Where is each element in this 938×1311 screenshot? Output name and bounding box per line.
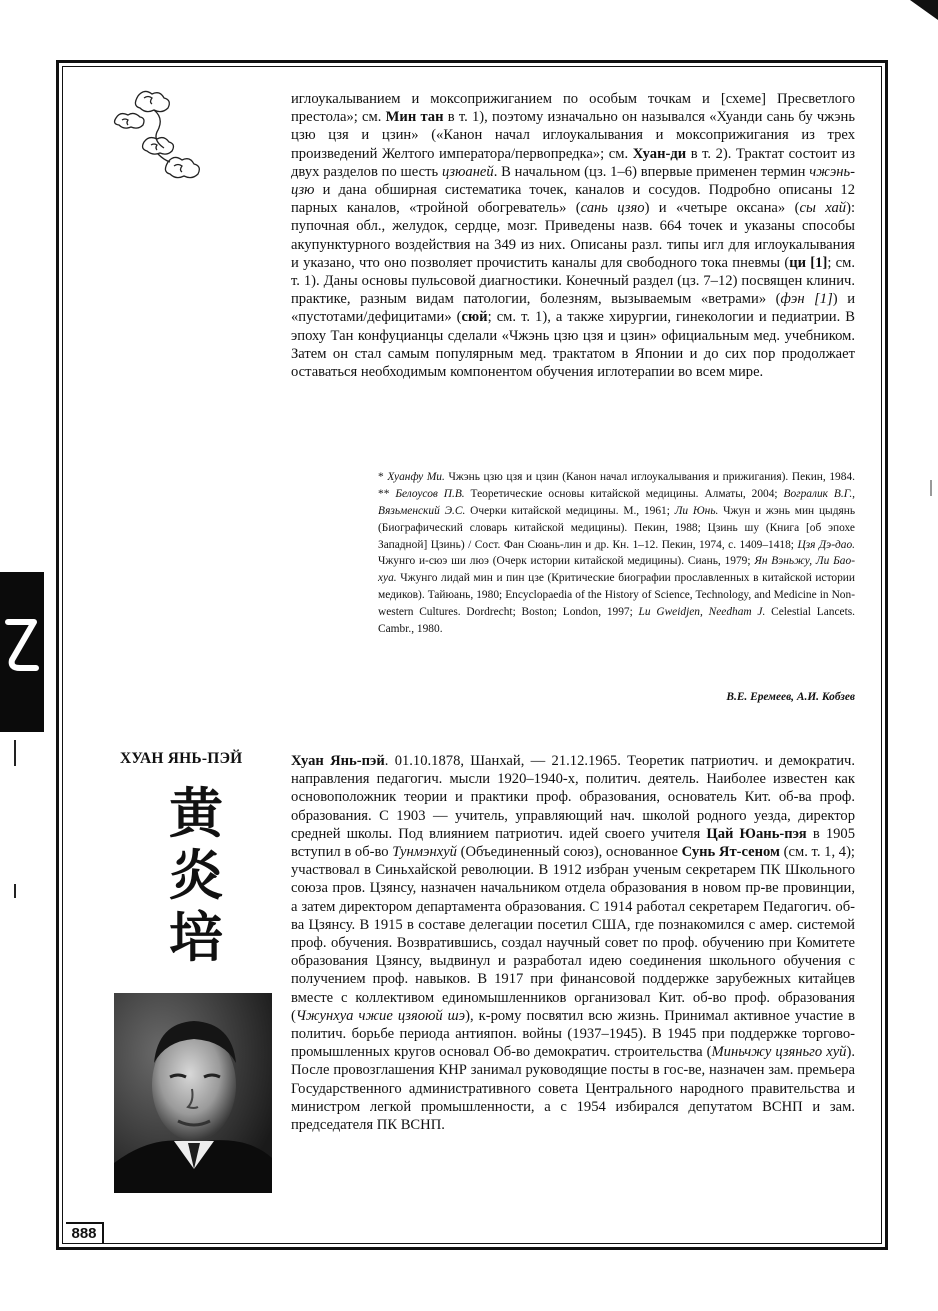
text-run: . В начальном (цз. 1–6) впервые применен термин [493,163,810,180]
text-run: ; см. т. 1), а также хирургии, гинекологии и педиатрии. В эпоху Тан конфуцианцы сделали «Чжэнь цзю цзя и цзин» официальным мед. учебником. Затем он стал самым популярным мед. трактатом в Японии и до сих пор продолжает оставаться необходимым компонентом обучения иглотерапии во всем мире. [291,309,855,381]
text-run: (Объединенный союз), основанное [456,844,682,861]
side-tab-glyph-icon [2,602,42,682]
text-run: Чжунго лидай мин и пин цзе (Критические биографии прославленных в китайской истории медиков). Тайюань, 1980; Encyclopaedia of the History of Science, Technology, and Medicine in Non-western Cultures. Dordrecht; Boston; London, 1997; [378,572,855,618]
text-run: и дана обширная систематика точек, каналов и сосудов. Подробно описаны 12 парных каналов, «тройной обогреватель» ( [291,182,855,217]
text-run: Цзя Дэ-дао. [797,538,855,551]
text-run: ; см. т. 1). Даны основы пульсовой диагностики. Конечный раздел (цз. 7–12) посвящен клинич. практике, разным видам патологии, болезням, вызываемым «ветрами» ( [291,254,855,308]
article1-body [291,90,855,381]
text-run: Хуан-ди [632,145,687,162]
text-run: Чжунго и-сюэ ши люэ (Очерк истории китайской медицины). Сиань, 1979; [378,555,755,568]
cloud-ornament-icon [108,86,200,196]
text-run: сань цзяо [580,200,645,217]
portrait-image [114,993,272,1193]
section-side-tab [0,572,44,732]
text-run: Цай Юань-пэя [706,825,807,842]
article2-body [291,752,855,1134]
article1-authors: В.Е. Еремеев, А.И. Кобзев [726,691,855,703]
hanzi-char: 炎 [169,843,223,907]
paragraph [291,90,855,381]
text-run: (см. т. 1, 4); участвовал в Синьхайской революции. В 1912 избран ученым секретарем ПК Школьного союза пров. Цзянсу, назначен начальником отдела образования в новом пр-ве провинции, а затем директором департамента образования. С 1914 работал секретарем Педагогич. об-ва Цзянсу. В 1915 в составе делегации посетил США, где познакомился с амер. системой проф. обучения. Возвратившись, создал научный совет по проф. обучению при Комитете образования Цзянсу, выдвинул и разработал идею соединения школьного обучения с получением проф. навыков. В 1917 при финансовой поддержке зарубежных китайцев вместе с коллективом единомышленников организовал Кит. об-во проф. образования ( [291,844,855,1024]
text-run: . 01.10.1878, Шанхай, — 21.12.1965. Теоретик патриотич. и демократич. направления педагогич. мысли 1920–1940-х, политич. деятель. Наиболее известен как основоположник теории и практики проф. образования, основатель Кит. об-ва проф. образования. С 1903 — учитель, управляющий нач. школой родного уезда, директор средней школы. Под влиянием патриотич. идей своего учителя [291,753,855,842]
corner-arrow-mark [910,0,938,20]
text-run: сы хай [799,200,847,217]
paragraph [291,752,855,1134]
text-run: ), к-рому посвятил всю жизнь. Принимал активное участие в политич. борьбе периода антияпон. войны (1937–1945). В 1945 при поддержке торгово-промышленных кругов основал Об-во демократич. строительства ( [291,1007,855,1061]
text-run: сюй [461,309,488,326]
article2-hanzi [160,782,232,968]
edge-mark [14,884,16,898]
text-run: * [378,471,388,484]
text-run: Ян Вэньжу, Ли Бао-хуа. [378,555,855,585]
text-run: Вогралик В.Г., Вязьменский Э.С. [378,488,856,517]
text-run: Ли Юнь. [674,504,719,517]
text-run: иглоукалыванием и моксоприжиганием по особым точкам и [схеме] Пресветлого престола»; см. [291,91,855,126]
text-run: Хуанфу Ми. [387,471,445,484]
text-run: фэн [1] [780,291,833,308]
text-run: Теоретические основы китайской медицины. Алматы, 2004; [464,488,784,501]
text-run: Чжэнь цзю цзя и цзин (Канон начал иглоукалывания и прижигания). Пекин, 1984. ** [378,471,855,501]
text-run: Celestial Lancets. Cambr., 1980. [378,605,856,635]
page-number: 888 [66,1222,104,1244]
text-run: ) и «пустотами/дефицитами» ( [291,291,856,326]
text-run: Белоусов П.В. [395,488,465,501]
text-run: Чжун и жэнь мин цыдянь (Биографический словарь китайской медицины). Пекин, 1988; Цзинь шу (Книга [об эпохе Западной] Цзинь) / Сост. Фан Сюань-лин и др. Кн. 1–12. Пекин, 1974, с. 1409–1418; [378,504,856,551]
text-run: в 1905 вступил в об-во [291,825,856,861]
text-run: ): пупочная обл., желудок, сердце, мозг. Приведены назв. 664 точек и указаны способы акупунктурного воздействия на 349 из них. Описаны разл. типы игл для иглоукалывания и указано, что оно позволяет прочистить каналы для свободного тока пневмы ( [291,200,856,271]
portrait-photo [114,993,272,1193]
text-run: Мин тан [385,109,444,126]
text-run: цзюаней [441,163,494,180]
text-run: ) и «четыре оксана» ( [644,200,800,217]
text-run: в т. 1), поэтому изначально он назывался «Хуанди сань бу чжэнь цзю цзя и цзин» («Канон начал иглоукалывания и моксоприжигания из трех произведений Желтого императора/первопредка»; см. [291,109,855,162]
text-run: ци [1] [789,254,828,271]
text-run: Lu Gweidjen, Needham J. [638,605,766,618]
text-run: чжэнь-цзю [291,163,855,199]
paragraph [378,469,855,637]
article1-bibliography [378,458,855,649]
text-run: Тунмэнхуй [392,844,457,861]
text-run: в т. 2). Трактат состоит из двух разделов по шесть [291,145,855,180]
text-run: Очерки китайской медицины. М., 1961; [465,504,675,517]
text-run: Чжунхуа чжие цзяоюй шэ [295,1007,466,1024]
edge-mark [14,740,16,766]
text-run: Миньчжу цзяньго хуй [711,1044,847,1061]
hanzi-char: 黄 [169,781,223,845]
hanzi-char: 培 [169,905,223,969]
text-run: Хуан Янь-пэй [291,753,385,769]
edge-mark [930,480,932,496]
text-run: ). После провозглашения КНР занимал руководящие посты в гос-ве, назначен зам. премьера Государственного административного совета Центрального народного правительства и министром легкой промышленности, а с 1954 избирался депутатом ВСНП и зам. председателя ПК ВСНП. [291,1044,855,1134]
text-run: Сунь Ят-сеном [681,844,780,861]
article2-headword: ХУАН ЯНЬ-ПЭЙ [120,750,243,767]
